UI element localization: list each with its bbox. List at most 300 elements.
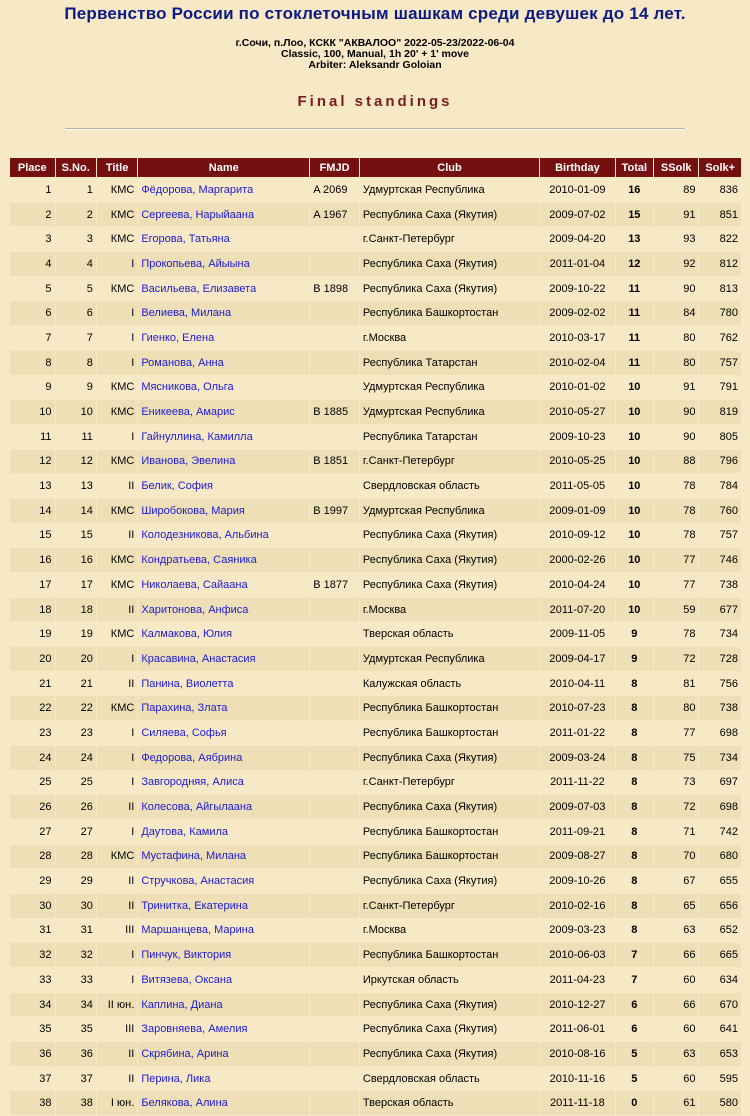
- cell-name[interactable]: Колодезникова, Альбина: [138, 524, 309, 548]
- header-place[interactable]: Place: [10, 158, 55, 177]
- cell-place: 34: [10, 993, 55, 1017]
- cell-fmjd: [310, 301, 359, 325]
- cell-name[interactable]: Скрябина, Арина: [138, 1042, 309, 1066]
- cell-title: I: [97, 943, 137, 967]
- table-row: [10, 795, 741, 819]
- cell-fmjd: B 1851: [310, 450, 359, 474]
- cell-place: 23: [10, 721, 55, 745]
- table-row: [10, 351, 741, 375]
- cell-place: 38: [10, 1091, 55, 1115]
- cell-club: Калужская область: [360, 672, 539, 696]
- cell-birthday: 2010-11-16: [540, 1067, 615, 1091]
- cell-place: 18: [10, 598, 55, 622]
- cell-fmjd: [310, 721, 359, 745]
- cell-title: III: [97, 1017, 137, 1041]
- cell-title: КМС: [97, 277, 137, 301]
- cell-sno: 7: [56, 326, 96, 350]
- cell-title: II: [97, 869, 137, 893]
- cell-total: 13: [616, 227, 653, 251]
- cell-name[interactable]: Васильева, Елизавета: [138, 277, 309, 301]
- cell-name[interactable]: Кондратьева, Саяника: [138, 548, 309, 572]
- cell-fmjd: [310, 647, 359, 671]
- cell-total: 8: [616, 820, 653, 844]
- cell-birthday: 2009-02-02: [540, 301, 615, 325]
- cell-club: Свердловская область: [360, 1067, 539, 1091]
- cell-birthday: 2009-07-02: [540, 203, 615, 227]
- header-club[interactable]: Club: [360, 158, 539, 177]
- cell-sno: 23: [56, 721, 96, 745]
- cell-club: г.Москва: [360, 919, 539, 943]
- cell-place: 31: [10, 919, 55, 943]
- cell-total: 12: [616, 252, 653, 276]
- cell-name[interactable]: Колесова, Айгылаана: [138, 795, 309, 819]
- cell-total: 7: [616, 943, 653, 967]
- cell-solk-plus: 813: [699, 277, 741, 301]
- cell-ssolk: 89: [654, 178, 699, 202]
- table-row: [10, 771, 741, 795]
- cell-name[interactable]: Пинчук, Виктория: [138, 943, 309, 967]
- header-sno[interactable]: S.No.: [56, 158, 96, 177]
- header-solk-plus[interactable]: Solk+: [699, 158, 741, 177]
- cell-ssolk: 80: [654, 696, 699, 720]
- tournament-info: [0, 38, 750, 71]
- cell-title: I юн.: [97, 1091, 137, 1115]
- page-title: Первенство России по стоклеточным шашкам среди девушек до 14 лет.: [64, 4, 686, 23]
- header-name[interactable]: Name: [138, 158, 309, 177]
- cell-ssolk: 66: [654, 943, 699, 967]
- cell-total: 10: [616, 499, 653, 523]
- cell-ssolk: 77: [654, 548, 699, 572]
- cell-birthday: 2010-03-17: [540, 326, 615, 350]
- cell-fmjd: [310, 1042, 359, 1066]
- cell-birthday: 2011-01-22: [540, 721, 615, 745]
- cell-name[interactable]: Витязева, Оксана: [138, 968, 309, 992]
- cell-title: I: [97, 252, 137, 276]
- cell-club: Иркутская область: [360, 968, 539, 992]
- table-row: [10, 301, 741, 325]
- cell-place: 16: [10, 548, 55, 572]
- cell-title: I: [97, 301, 137, 325]
- cell-name[interactable]: Мясникова, Ольга: [138, 376, 309, 400]
- cell-name[interactable]: Харитонова, Анфиса: [138, 598, 309, 622]
- table-row: [10, 1091, 741, 1115]
- cell-title: I: [97, 351, 137, 375]
- cell-fmjd: [310, 869, 359, 893]
- table-row: [10, 968, 741, 992]
- cell-birthday: 2010-04-11: [540, 672, 615, 696]
- cell-sno: 30: [56, 894, 96, 918]
- cell-sno: 10: [56, 400, 96, 424]
- cell-club: Республика Татарстан: [360, 425, 539, 449]
- cell-ssolk: 59: [654, 598, 699, 622]
- cell-total: 10: [616, 400, 653, 424]
- table-row: [10, 672, 741, 696]
- cell-sno: 6: [56, 301, 96, 325]
- cell-club: Республика Саха (Якутия): [360, 1017, 539, 1041]
- cell-place: 27: [10, 820, 55, 844]
- cell-ssolk: 92: [654, 252, 699, 276]
- cell-name[interactable]: Даутова, Камила: [138, 820, 309, 844]
- cell-birthday: 2010-08-16: [540, 1042, 615, 1066]
- cell-total: 8: [616, 721, 653, 745]
- cell-ssolk: 75: [654, 746, 699, 770]
- cell-place: 7: [10, 326, 55, 350]
- cell-ssolk: 78: [654, 499, 699, 523]
- cell-place: 29: [10, 869, 55, 893]
- cell-fmjd: [310, 1067, 359, 1091]
- cell-title: КМС: [97, 400, 137, 424]
- cell-birthday: 2009-03-23: [540, 919, 615, 943]
- cell-club: Республика Башкортостан: [360, 721, 539, 745]
- cell-birthday: 2010-01-09: [540, 178, 615, 202]
- cell-sno: 35: [56, 1017, 96, 1041]
- cell-fmjd: [310, 696, 359, 720]
- cell-club: Удмуртская Республика: [360, 647, 539, 671]
- cell-sno: 32: [56, 943, 96, 967]
- cell-total: 8: [616, 919, 653, 943]
- cell-name[interactable]: Прокопьева, Айыына: [138, 252, 309, 276]
- cell-total: 11: [616, 326, 653, 350]
- cell-total: 16: [616, 178, 653, 202]
- table-row: [10, 919, 741, 943]
- cell-place: 28: [10, 845, 55, 869]
- cell-name[interactable]: Маршанцева, Марина: [138, 919, 309, 943]
- cell-birthday: 2009-04-17: [540, 647, 615, 671]
- cell-birthday: 2010-07-23: [540, 696, 615, 720]
- cell-sno: 11: [56, 425, 96, 449]
- cell-sno: 9: [56, 376, 96, 400]
- cell-sno: 18: [56, 598, 96, 622]
- cell-club: Тверская область: [360, 622, 539, 646]
- cell-place: 21: [10, 672, 55, 696]
- cell-ssolk: 60: [654, 1017, 699, 1041]
- table-row: [10, 499, 741, 523]
- cell-club: Республика Саха (Якутия): [360, 795, 539, 819]
- cell-total: 5: [616, 1067, 653, 1091]
- cell-fmjd: [310, 252, 359, 276]
- cell-total: 11: [616, 301, 653, 325]
- cell-title: II: [97, 524, 137, 548]
- section-title: Final standings: [297, 93, 453, 110]
- cell-club: Удмуртская Республика: [360, 178, 539, 202]
- cell-ssolk: 90: [654, 425, 699, 449]
- cell-name[interactable]: Мустафина, Милана: [138, 845, 309, 869]
- cell-ssolk: 73: [654, 771, 699, 795]
- cell-sno: 37: [56, 1067, 96, 1091]
- table-row: [10, 376, 741, 400]
- cell-place: 30: [10, 894, 55, 918]
- table-row: [10, 943, 741, 967]
- cell-club: Республика Саха (Якутия): [360, 1042, 539, 1066]
- cell-solk-plus: 836: [699, 178, 741, 202]
- cell-place: 17: [10, 573, 55, 597]
- cell-title: I: [97, 326, 137, 350]
- cell-fmjd: [310, 326, 359, 350]
- cell-name[interactable]: Белякова, Алина: [138, 1091, 309, 1115]
- cell-fmjd: [310, 845, 359, 869]
- cell-solk-plus: 756: [699, 672, 741, 696]
- cell-sno: 31: [56, 919, 96, 943]
- cell-ssolk: 80: [654, 326, 699, 350]
- standings-table: [9, 157, 742, 1116]
- cell-birthday: 2010-02-04: [540, 351, 615, 375]
- header-total[interactable]: Total: [616, 158, 653, 177]
- cell-name[interactable]: Николаева, Сайаана: [138, 573, 309, 597]
- cell-name[interactable]: Велиева, Милана: [138, 301, 309, 325]
- cell-birthday: 2000-02-26: [540, 548, 615, 572]
- cell-place: 8: [10, 351, 55, 375]
- cell-ssolk: 60: [654, 1067, 699, 1091]
- cell-sno: 13: [56, 474, 96, 498]
- cell-name[interactable]: Панина, Виолетта: [138, 672, 309, 696]
- cell-birthday: 2009-07-03: [540, 795, 615, 819]
- cell-fmjd: [310, 919, 359, 943]
- cell-birthday: 2011-07-20: [540, 598, 615, 622]
- cell-ssolk: 67: [654, 869, 699, 893]
- cell-title: II: [97, 598, 137, 622]
- cell-club: г.Санкт-Петербург: [360, 450, 539, 474]
- cell-total: 8: [616, 771, 653, 795]
- cell-name[interactable]: Силяева, Софья: [138, 721, 309, 745]
- cell-fmjd: [310, 746, 359, 770]
- cell-total: 6: [616, 993, 653, 1017]
- cell-name[interactable]: Белик, София: [138, 474, 309, 498]
- cell-total: 8: [616, 845, 653, 869]
- cell-fmjd: [310, 968, 359, 992]
- cell-fmjd: B 1877: [310, 573, 359, 597]
- cell-club: г.Москва: [360, 598, 539, 622]
- cell-sno: 14: [56, 499, 96, 523]
- header-fmjd[interactable]: FMJD: [310, 158, 359, 177]
- header-birthday[interactable]: Birthday: [540, 158, 615, 177]
- cell-name[interactable]: Еникеева, Амарис: [138, 400, 309, 424]
- cell-title: КМС: [97, 227, 137, 251]
- cell-ssolk: 61: [654, 1091, 699, 1115]
- cell-solk-plus: 757: [699, 524, 741, 548]
- cell-place: 6: [10, 301, 55, 325]
- cell-club: Тверская область: [360, 1091, 539, 1115]
- table-row: [10, 400, 741, 424]
- cell-name[interactable]: Заровняева, Амелия: [138, 1017, 309, 1041]
- cell-birthday: 2010-05-25: [540, 450, 615, 474]
- table-row: [10, 524, 741, 548]
- cell-name[interactable]: Парахина, Злата: [138, 696, 309, 720]
- cell-solk-plus: 677: [699, 598, 741, 622]
- cell-name[interactable]: Федорова, Аябрина: [138, 746, 309, 770]
- cell-name[interactable]: Гайнуллина, Камилла: [138, 425, 309, 449]
- cell-sno: 17: [56, 573, 96, 597]
- cell-name[interactable]: Калмакова, Юлия: [138, 622, 309, 646]
- cell-place: 5: [10, 277, 55, 301]
- cell-sno: 2: [56, 203, 96, 227]
- cell-club: Республика Башкортостан: [360, 820, 539, 844]
- table-row: [10, 178, 741, 202]
- cell-name[interactable]: Тринитка, Екатерина: [138, 894, 309, 918]
- cell-solk-plus: 670: [699, 993, 741, 1017]
- table-row: [10, 845, 741, 869]
- cell-birthday: 2010-05-27: [540, 400, 615, 424]
- cell-solk-plus: 728: [699, 647, 741, 671]
- cell-club: Свердловская область: [360, 474, 539, 498]
- cell-solk-plus: 698: [699, 721, 741, 745]
- cell-fmjd: B 1898: [310, 277, 359, 301]
- cell-name[interactable]: Завгородняя, Алиса: [138, 771, 309, 795]
- table-row: [10, 326, 741, 350]
- cell-sno: 29: [56, 869, 96, 893]
- cell-solk-plus: 734: [699, 622, 741, 646]
- cell-fmjd: [310, 795, 359, 819]
- cell-fmjd: [310, 943, 359, 967]
- cell-place: 20: [10, 647, 55, 671]
- cell-club: Республика Башкортостан: [360, 301, 539, 325]
- cell-solk-plus: 742: [699, 820, 741, 844]
- cell-ssolk: 71: [654, 820, 699, 844]
- cell-title: КМС: [97, 696, 137, 720]
- cell-place: 11: [10, 425, 55, 449]
- table-row: [10, 647, 741, 671]
- cell-solk-plus: 652: [699, 919, 741, 943]
- cell-ssolk: 80: [654, 351, 699, 375]
- header-ssolk[interactable]: SSolk: [654, 158, 699, 177]
- cell-ssolk: 66: [654, 993, 699, 1017]
- cell-name[interactable]: Иванова, Эвелина: [138, 450, 309, 474]
- cell-title: КМС: [97, 845, 137, 869]
- cell-ssolk: 77: [654, 721, 699, 745]
- header-title[interactable]: Title: [97, 158, 137, 177]
- cell-club: Республика Башкортостан: [360, 845, 539, 869]
- cell-total: 10: [616, 573, 653, 597]
- cell-place: 19: [10, 622, 55, 646]
- cell-birthday: 2010-09-12: [540, 524, 615, 548]
- cell-birthday: 2010-02-16: [540, 894, 615, 918]
- cell-ssolk: 91: [654, 376, 699, 400]
- tournament-format: Classic, 100, Manual, 1h 20' + 1' move: [281, 48, 469, 60]
- cell-club: Удмуртская Республика: [360, 499, 539, 523]
- cell-fmjd: [310, 598, 359, 622]
- cell-total: 10: [616, 376, 653, 400]
- cell-solk-plus: 812: [699, 252, 741, 276]
- tournament-arbiter: Arbiter: Aleksandr Goloian: [308, 59, 442, 71]
- cell-name[interactable]: Романова, Анна: [138, 351, 309, 375]
- cell-solk-plus: 698: [699, 795, 741, 819]
- cell-name[interactable]: Красавина, Анастасия: [138, 647, 309, 671]
- cell-name[interactable]: Сергеева, Нарыйаана: [138, 203, 309, 227]
- cell-club: г.Санкт-Петербург: [360, 894, 539, 918]
- cell-solk-plus: 595: [699, 1067, 741, 1091]
- cell-name[interactable]: Перина, Лика: [138, 1067, 309, 1091]
- cell-fmjd: [310, 1017, 359, 1041]
- cell-fmjd: [310, 524, 359, 548]
- table-row: [10, 820, 741, 844]
- cell-club: г.Москва: [360, 326, 539, 350]
- cell-place: 36: [10, 1042, 55, 1066]
- cell-total: 7: [616, 968, 653, 992]
- cell-birthday: 2009-04-20: [540, 227, 615, 251]
- cell-title: I: [97, 771, 137, 795]
- cell-title: КМС: [97, 548, 137, 572]
- cell-birthday: 2010-06-03: [540, 943, 615, 967]
- cell-birthday: 2011-06-01: [540, 1017, 615, 1041]
- cell-solk-plus: 757: [699, 351, 741, 375]
- cell-solk-plus: 641: [699, 1017, 741, 1041]
- cell-name[interactable]: Егорова, Татьяна: [138, 227, 309, 251]
- cell-birthday: 2009-10-23: [540, 425, 615, 449]
- cell-birthday: 2011-01-04: [540, 252, 615, 276]
- cell-fmjd: [310, 474, 359, 498]
- table-row: [10, 993, 741, 1017]
- cell-club: Республика Саха (Якутия): [360, 277, 539, 301]
- cell-club: Удмуртская Республика: [360, 376, 539, 400]
- cell-name[interactable]: Широбокова, Мария: [138, 499, 309, 523]
- cell-title: II: [97, 795, 137, 819]
- cell-title: II юн.: [97, 993, 137, 1017]
- cell-name[interactable]: Фёдорова, Маргарита: [138, 178, 309, 202]
- cell-sno: 25: [56, 771, 96, 795]
- cell-club: Республика Саха (Якутия): [360, 203, 539, 227]
- cell-total: 11: [616, 351, 653, 375]
- cell-name[interactable]: Гиенко, Елена: [138, 326, 309, 350]
- cell-solk-plus: 734: [699, 746, 741, 770]
- cell-place: 35: [10, 1017, 55, 1041]
- cell-title: I: [97, 721, 137, 745]
- cell-total: 10: [616, 524, 653, 548]
- cell-ssolk: 78: [654, 622, 699, 646]
- cell-club: г.Санкт-Петербург: [360, 771, 539, 795]
- divider: [65, 128, 685, 130]
- cell-club: Республика Саха (Якутия): [360, 524, 539, 548]
- cell-fmjd: [310, 1091, 359, 1115]
- cell-total: 10: [616, 548, 653, 572]
- cell-place: 32: [10, 943, 55, 967]
- cell-solk-plus: 634: [699, 968, 741, 992]
- cell-solk-plus: 697: [699, 771, 741, 795]
- table-row: [10, 622, 741, 646]
- cell-title: КМС: [97, 573, 137, 597]
- cell-title: I: [97, 647, 137, 671]
- cell-title: II: [97, 672, 137, 696]
- cell-sno: 26: [56, 795, 96, 819]
- table-row: [10, 252, 741, 276]
- cell-solk-plus: 738: [699, 696, 741, 720]
- cell-sno: 5: [56, 277, 96, 301]
- cell-solk-plus: 822: [699, 227, 741, 251]
- cell-sno: 3: [56, 227, 96, 251]
- cell-sno: 12: [56, 450, 96, 474]
- cell-solk-plus: 780: [699, 301, 741, 325]
- cell-ssolk: 63: [654, 1042, 699, 1066]
- cell-title: КМС: [97, 622, 137, 646]
- cell-club: Республика Саха (Якутия): [360, 869, 539, 893]
- table-row: [10, 227, 741, 251]
- cell-birthday: 2009-03-24: [540, 746, 615, 770]
- cell-sno: 34: [56, 993, 96, 1017]
- cell-place: 37: [10, 1067, 55, 1091]
- cell-total: 10: [616, 474, 653, 498]
- cell-fmjd: [310, 351, 359, 375]
- cell-birthday: 2010-12-27: [540, 993, 615, 1017]
- cell-birthday: 2009-10-26: [540, 869, 615, 893]
- cell-club: Республика Башкортостан: [360, 696, 539, 720]
- cell-title: КМС: [97, 203, 137, 227]
- cell-birthday: 2009-01-09: [540, 499, 615, 523]
- cell-sno: 1: [56, 178, 96, 202]
- cell-name[interactable]: Стручкова, Анастасия: [138, 869, 309, 893]
- cell-title: II: [97, 894, 137, 918]
- table-row: [10, 548, 741, 572]
- cell-ssolk: 78: [654, 474, 699, 498]
- table-row: [10, 696, 741, 720]
- cell-name[interactable]: Каплина, Диана: [138, 993, 309, 1017]
